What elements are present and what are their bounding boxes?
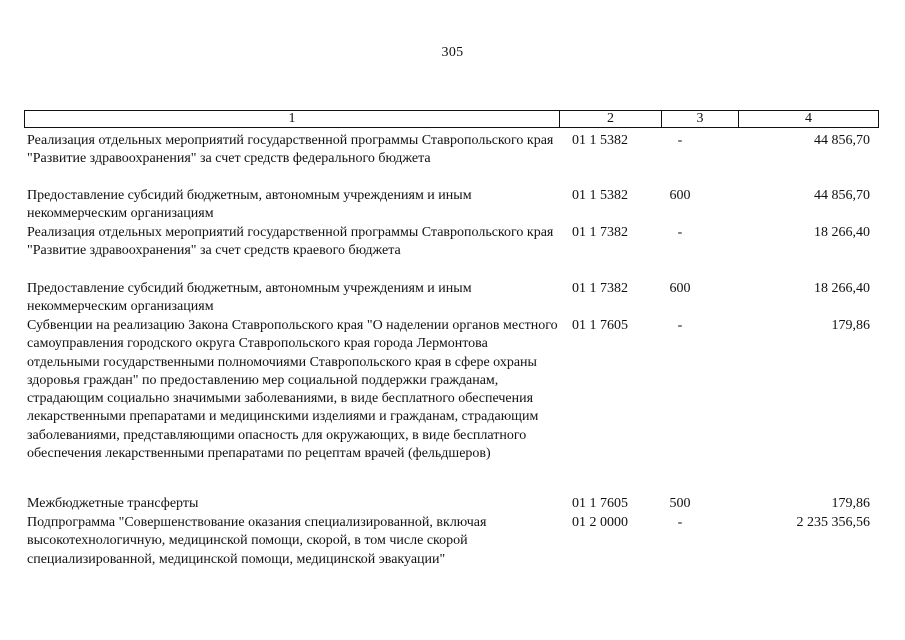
row-amount: 179,86 [831,496,870,511]
row-type: - [677,318,683,333]
row-code: 01 1 7605 [572,318,628,333]
row-name: Подпрограмма "Совершенствование оказания специализированной, включая высокотехнологичную, медицинской помощи, скорой, в том числе скорой специализированной, медицинской помощи, медицинской эвакуации" [27,515,487,567]
row-code: 01 1 7605 [572,496,628,511]
column-header-1: 1 [25,111,560,127]
row-amount: 18 266,40 [814,225,870,240]
row-name: Реализация отдельных мероприятий государственной программы Ставропольского края "Развитие здравоохранения" за счет средств федерального бюджета [27,133,554,167]
row-type: 600 [669,281,691,296]
row-name: Предоставление субсидий бюджетным, автономным учреждениям и иным некоммерческим организациям [27,188,472,222]
row-type: 500 [669,496,691,511]
column-header-3: 3 [662,111,739,127]
page-number: 305 [441,45,464,60]
row-name: Реализация отдельных мероприятий государственной программы Ставропольского края "Развитие здравоохранения" за счет средств краевого бюджета [27,225,554,259]
row-type: - [677,225,683,240]
row-type: - [677,515,683,530]
row-amount: 44 856,70 [814,133,870,148]
row-code: 01 2 0000 [572,515,628,530]
row-type: 600 [669,188,691,203]
table-header [24,110,879,128]
row-code: 01 1 5382 [572,188,628,203]
row-amount: 18 266,40 [814,281,870,296]
row-amount: 44 856,70 [814,188,870,203]
row-name: Предоставление субсидий бюджетным, автономным учреждениям и иным некоммерческим организациям [27,281,472,315]
row-name: Межбюджетные трансферты [27,496,199,511]
row-amount: 179,86 [831,318,870,333]
row-name: Субвенции на реализацию Закона Ставропольского края "О наделении органов местного самоуправления городского округа Ставропольского края города Лермонтова отдельными государственными полномочиями Ставропольского края в сфере охраны здоровья граждан" по предоставлению мер социальной поддержки гражданам, страдающим социально значимыми заболеваниями, в виде бесплатного обеспечения лекарственными препаратами и медицинскими изделиями и гражданам, страдающим заболеваниями, представляющими опасность для окружающих, в виде бесплатного обеспечения лекарственными препаратами по рецептам врачей (фельдшеров) [27,318,558,462]
row-type: - [677,133,683,148]
row-code: 01 1 7382 [572,225,628,240]
row-code: 01 1 5382 [572,133,628,148]
column-header-4: 4 [805,111,812,126]
column-header-2: 2 [560,111,662,127]
row-code: 01 1 7382 [572,281,628,296]
row-amount: 2 235 356,56 [796,515,870,530]
